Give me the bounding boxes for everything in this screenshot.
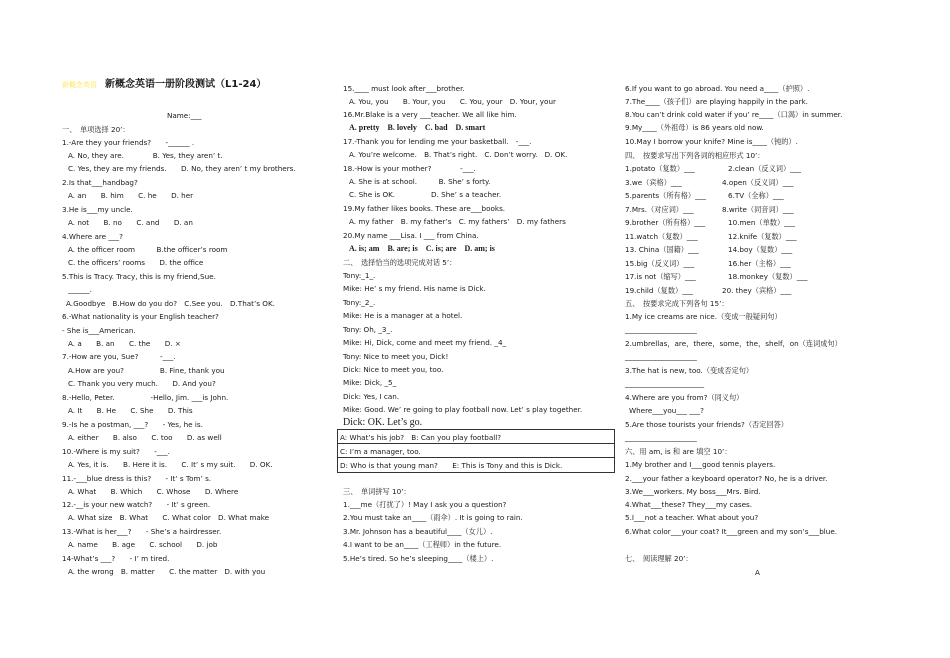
word-form-18: 18.monkey（复数）___ (728, 272, 808, 281)
spell-1: 1.___me（打扰了）! May I ask you a question? (343, 500, 507, 509)
q7-opts-a: A.How are you? B. Fine, thank you (68, 366, 225, 375)
word-form-20: 20. they（宾格）___ (722, 286, 792, 295)
q13: 13.-What is her___? - She’s a hairdresser. (62, 527, 222, 536)
word-form-4: 4.open（反义词）___ (722, 178, 794, 187)
rewrite-4: 4.Where are you from?（同义句） (625, 393, 744, 402)
word-form-1: 1.potato（复数）___ (625, 164, 695, 173)
fill-2: 2.___your father a keyboard operator? No, he is a driver. (625, 474, 828, 483)
rewrite-3: 3.The hat is new, too.（变成否定句） (625, 366, 754, 375)
section-7-heading: 七、 阅读理解 20’： (625, 554, 693, 563)
q8-opts: A. It B. He C. She D. This (68, 406, 193, 415)
fill-6: 6.What color___your coat? It___green and my son’s___blue. (625, 527, 838, 536)
q10-opts: A. Yes, it is. B. Here it is. C. It’ s my suit. D. OK. (68, 460, 273, 469)
dialog-line-7: Tony: Nice to meet you, Dick! (343, 352, 449, 361)
spell-2: 2.You must take an____（雨伞）. It is going to rain. (343, 513, 523, 522)
q8: 8.-Hello, Peter. -Hello, Jim. ___is John. (62, 393, 229, 402)
q12-opts: A. What size B. What C. What color D. What make (68, 513, 270, 522)
word-form-2: 2.clean（反义词）___ (728, 164, 801, 173)
blurred-header-mark: 新概念英语 (62, 81, 97, 89)
dialog-line-11: Mike: Good. We’ re going to play football now. Let’ s play together. (343, 405, 583, 414)
dialog-line-4: Mike: He is a manager at a hotel. (343, 311, 463, 320)
spell-5: 5.He’s tired. So he’s sleeping____（楼上）. (343, 554, 494, 563)
option-row-de: D: Who is that young man? E: This is Tony and this is Dick. (340, 461, 563, 470)
q14-opts: A. the wrong B. matter C. the matter D. with you (68, 567, 266, 576)
fill-3: 3.We___workers. My boss___Mrs. Bird. (625, 487, 761, 496)
reading-passage-a-label: A (755, 568, 760, 577)
q6-opts: A. a B. an C. the D. × (68, 339, 181, 348)
q1: 1.-Are they your friends? -______ . (62, 138, 195, 147)
word-form-9: 9.brother（所有格）___ (625, 218, 706, 227)
q7-opts-b: C. Thank you very much. D. And you? (68, 379, 216, 388)
q18-opts-a: A. She is at school. B. She’ s forty. (349, 177, 491, 186)
rewrite-1: 1.My ice creams are nice.（变成一般疑问句） (625, 312, 782, 321)
dialog-line-2: Mike: He’ s my friend. His name is Dick. (343, 284, 486, 293)
dialog-line-10: Dick: Yes, I can. (343, 392, 400, 401)
spell-7: 7.The____（孩子们）are playing happily in the park. (625, 97, 808, 106)
q15: 15.____ must look after___brother. (343, 84, 465, 93)
rewrite-4-answer: Where___you___ ___? (629, 406, 704, 415)
q1-opts-a: A. No, they are. B. Yes, they aren’ t. (68, 151, 223, 160)
word-form-11: 11.watch（复数）___ (625, 232, 698, 241)
section-2-heading: 二、 选择恰当的选项完成对话 5’： (343, 258, 457, 267)
rewrite-5-answer-line: ____________________ (625, 433, 697, 442)
rewrite-5: 5.Are those tourists your friends?（否定回答） (625, 420, 788, 429)
q4-opts-b: C. the officers’ rooms D. the office (68, 258, 204, 267)
dialog-line-5: Tony: Oh, _3_. (343, 325, 393, 334)
q9-opts: A. either B. also C. too D. as well (68, 433, 222, 442)
q20: 20.My name ___Lisa. I ___ from China. (343, 231, 479, 240)
q4: 4.Where are ___? (62, 232, 123, 241)
spell-10: 10.May I borrow your knife? Mine is____（钝的）. (625, 137, 798, 146)
q5: 5.This is Tracy. Tracy, this is my friend,Sue. (62, 272, 216, 281)
rewrite-3-answer-line: ______________________ (625, 379, 705, 388)
q16-opts: A. pretty B. lovely C. bad D. smart (349, 123, 486, 132)
word-form-15: 15.big（反义词）___ (625, 259, 695, 268)
q15-opts: A. You, you B. Your, you C. You, your D. Your, your (349, 97, 556, 106)
word-form-6: 6.TV（全称）___ (728, 191, 784, 200)
q3-opts: A. not B. no C. and D. an (68, 218, 193, 227)
word-form-3: 3.we（宾格）___ (625, 178, 682, 187)
rewrite-1-answer-line: ____________________ (625, 325, 697, 334)
q3: 3.He is___my uncle. (62, 205, 133, 214)
q6: 6.-What nationality is your English teacher? (62, 312, 219, 321)
fill-5: 5.I___not a teacher. What about you? (625, 513, 759, 522)
q14: 14-What’s ___? - I’ m tired. (62, 554, 170, 563)
q18-opts-b: C. She is OK. D. She’ s a teacher. (349, 190, 502, 199)
options-box-divider-1 (337, 443, 614, 444)
rewrite-2: 2.umbrellas，are，there，some，the，shelf，on（连词成句） (625, 339, 842, 348)
word-form-14: 14.boy（复数）___ (728, 245, 793, 254)
q7: 7.-How are you, Sue? -___. (62, 352, 176, 361)
options-box-divider-2 (337, 457, 614, 458)
option-row-c: C: I’m a manager, too. (340, 447, 421, 456)
word-form-12: 12.knife（复数）___ (728, 232, 797, 241)
word-form-7: 7.Mrs.（对应词）___ (625, 205, 694, 214)
section-4-heading: 四、 按要求写出下列各词的相应形式 10’： (625, 151, 765, 160)
spell-4: 4.I want to be an____（工程师）in the future. (343, 540, 502, 549)
fill-1: 1.My brother and I___good tennis players. (625, 460, 776, 469)
q17: 17.-Thank you for lending me your basketball. -___. (343, 137, 532, 146)
section-3-heading: 三、 单词拼写 10’： (343, 487, 411, 496)
word-form-10: 10.men（单数）___ (728, 218, 795, 227)
q13-opts: A. name B. age C. school D. job (68, 540, 218, 549)
word-form-13: 13. China（国籍）___ (625, 245, 699, 254)
q6-line2: - She is___American. (62, 326, 136, 335)
q2-opts: A. an B. him C. he D. her (68, 191, 194, 200)
q16: 16.Mr.Blake is a very ___teacher. We all like him. (343, 110, 517, 119)
q1-opts-b: C. Yes, they are my friends. D. No, they aren’ t my brothers. (68, 164, 296, 173)
dialog-line-6: Mike: Hi, Dick, come and meet my friend. _4_ (343, 338, 507, 347)
q10: 10.-Where is my suit? -___. (62, 447, 170, 456)
q19-opts: A. my father B. my father’s C. my fathers’ D. my fathers (349, 217, 566, 226)
q18: 18.-How is your mother? -___. (343, 164, 476, 173)
q5-opts: A.Goodbye B.How do you do? C.See you. D.That’s OK. (66, 299, 275, 308)
spell-3: 3.Mr. Johnson has a beautiful____（女儿）. (343, 527, 493, 536)
q5-blank: ______. (68, 285, 92, 294)
q20-opts: A. is; am B. are; is C. is; are D. am; is (349, 244, 495, 253)
fill-4: 4.What___these? They___my cases. (625, 500, 753, 509)
section-5-heading: 五、 按要求完成下列各句 15’： (625, 299, 729, 308)
word-form-19: 19.child（复数）___ (625, 286, 694, 295)
dialog-line-9: Mike: Dick, _5_ (343, 378, 397, 387)
word-form-17: 17.is not（缩写）___ (625, 272, 696, 281)
section-6-heading: 六、用 am, is 和 are 填空 10’： (625, 447, 732, 456)
dialog-line-1: Tony:_1_. (343, 271, 376, 280)
option-row-ab: A: What’s his job? B: Can you play football? (340, 433, 502, 442)
q2: 2.Is that___handbag? (62, 178, 138, 187)
spell-9: 9.My____（外祖母）is 86 years old now. (625, 123, 764, 132)
word-form-5: 5.parents（所有格）___ (625, 191, 706, 200)
q4-opts-a: A. the officer room B.the officer’s room (68, 245, 228, 254)
q12: 12.-__is your new watch? - It’ s green. (62, 500, 211, 509)
q9: 9.-Is he a postman, ___? - Yes, he is. (62, 420, 203, 429)
rewrite-2-answer-line: ____________________ (625, 352, 697, 361)
q11: 11.-___blue dress is this? - It’ s Tom’ s. (62, 474, 212, 483)
word-form-8: 8.write（同音词）___ (722, 205, 794, 214)
page-title: 新概念英语一册阶段测试（L1-24） (105, 79, 267, 90)
section-1-heading: 一、 单项选择 20’： (62, 125, 130, 134)
spell-6: 6.If you want to go abroad. You need a____（护照）. (625, 84, 810, 93)
dialog-line-8: Dick: Nice to meet you, too. (343, 365, 444, 374)
q17-opts: A. You’re welcome. B. That’s right. C. Don’t worry. D. OK. (349, 150, 568, 159)
spell-8: 8.You can’t drink cold water if you’ re____（口渴）in summer. (625, 110, 843, 119)
name-line: Name:___ (167, 111, 202, 120)
word-form-16: 16.her（主格）___ (728, 259, 791, 268)
dialog-line-12: Dick: OK. Let’s go. (343, 417, 423, 428)
q11-opts: A. What B. Which C. Whose D. Where (68, 487, 239, 496)
dialog-line-3: Tony:_2_. (343, 298, 376, 307)
q19: 19.My father likes books. These are___books. (343, 204, 506, 213)
